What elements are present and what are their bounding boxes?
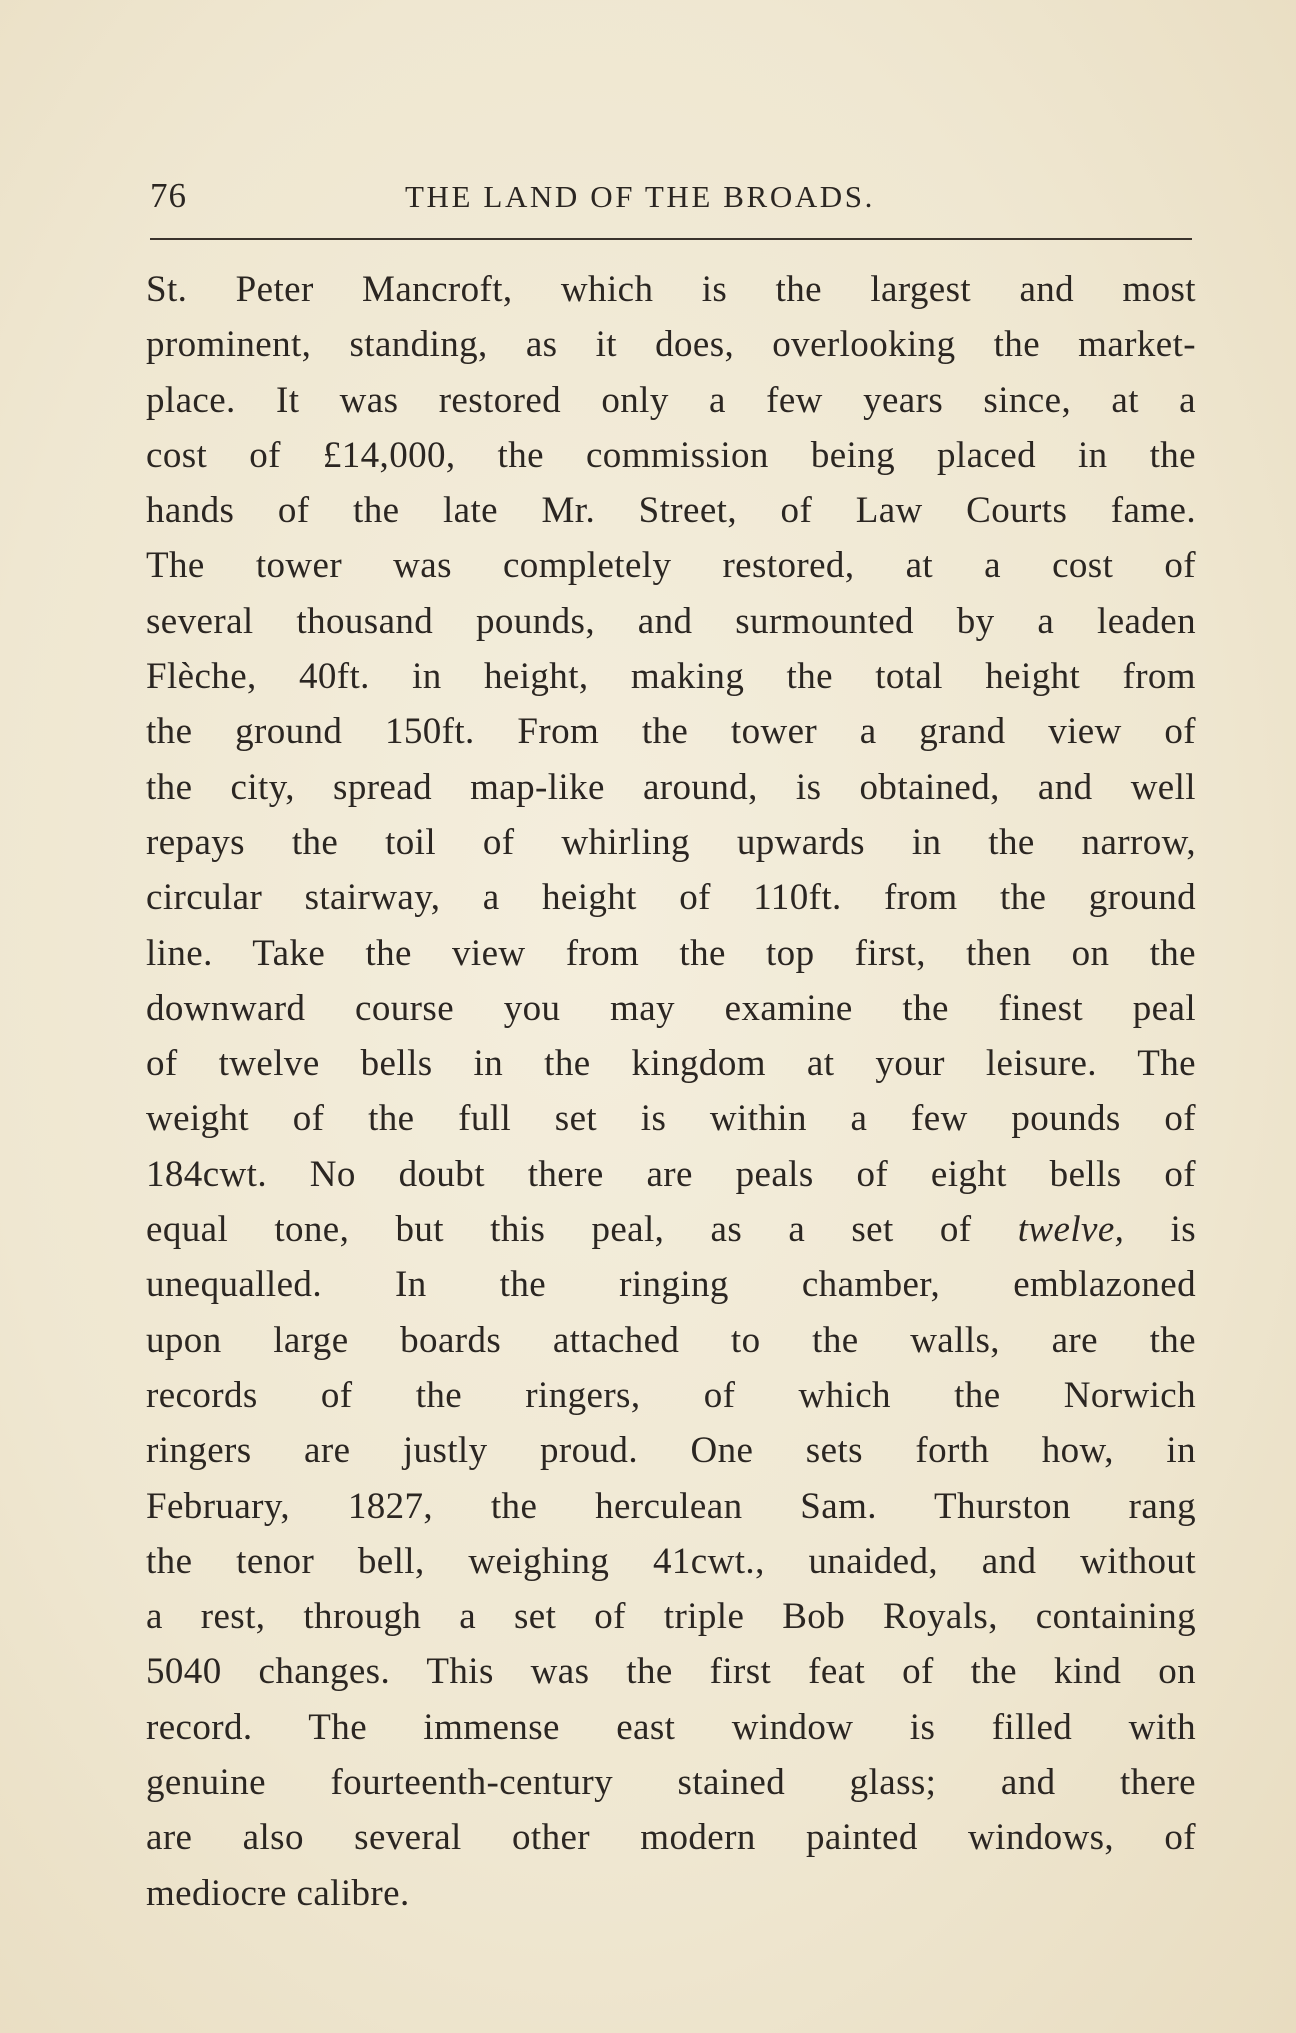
text-line: repays the toil of whirling upwards in the narrow, xyxy=(146,821,1196,863)
text-line: hands of the late Mr. Street, of Law Courts fame. xyxy=(146,490,1196,532)
text-line: a rest, through a set of triple Bob Royals, containing xyxy=(146,1596,1196,1638)
body-paragraph xyxy=(146,262,1196,1921)
text-line: are also several other modern painted windows, of xyxy=(146,1817,1196,1859)
text-line: cost of £14,000, the commission being placed in the xyxy=(146,434,1196,476)
text-line: February, 1827, the herculean Sam. Thurston rang xyxy=(146,1485,1196,1527)
text-line: record. The immense east window is filled with xyxy=(146,1706,1196,1748)
text-line: circular stairway, a height of 110ft. from the ground xyxy=(146,877,1196,919)
text-line: St. Peter Mancroft, which is the largest and most xyxy=(146,269,1196,310)
text-line: Flèche, 40ft. in height, making the total height from xyxy=(146,656,1196,698)
text-line: place. It was restored only a few years since, at a xyxy=(146,379,1196,421)
italic-emphasis: twelve, xyxy=(1017,1209,1125,1251)
text-line: prominent, standing, as it does, overlooking the market- xyxy=(146,324,1196,366)
header-rule xyxy=(150,238,1192,240)
text-line: weight of the full set is within a few pounds of xyxy=(146,1098,1196,1140)
text-line: 5040 changes. This was the first feat of the kind on xyxy=(146,1651,1196,1693)
text-line: several thousand pounds, and surmounted by a leaden xyxy=(146,600,1196,642)
text-segment: equal tone, but this peal, as a set of xyxy=(146,1209,972,1251)
text-line: downward course you may examine the finest peal xyxy=(146,987,1196,1029)
text-line-last: mediocre calibre. xyxy=(146,1872,410,1914)
page-header xyxy=(150,176,1192,226)
page-number: 76 xyxy=(150,176,187,215)
text-segment: is xyxy=(1170,1209,1197,1251)
text-line: the ground 150ft. From the tower a grand view of xyxy=(146,711,1196,753)
running-head: THE LAND OF THE BROADS. xyxy=(405,179,875,214)
text-line: genuine fourteenth-century stained glass; and there xyxy=(146,1762,1196,1804)
text-line: line. Take the view from the top first, then on the xyxy=(146,932,1196,974)
text-line: of twelve bells in the kingdom at your leisure. The xyxy=(146,1043,1196,1085)
text-line: 184cwt. No doubt there are peals of eight bells of xyxy=(146,1153,1196,1195)
text-line-with-italic xyxy=(146,1202,1196,1257)
text-line: records of the ringers, of which the Norwich xyxy=(146,1374,1196,1416)
text-line: The tower was completely restored, at a cost of xyxy=(146,545,1196,587)
text-line: ringers are justly proud. One sets forth how, in xyxy=(146,1430,1196,1472)
text-line: unequalled. In the ringing chamber, emblazoned xyxy=(146,1264,1196,1306)
text-line: the tenor bell, weighing 41cwt., unaided, and without xyxy=(146,1540,1196,1582)
text-line: the city, spread map-like around, is obtained, and well xyxy=(146,766,1196,808)
text-line: upon large boards attached to the walls, are the xyxy=(146,1319,1196,1361)
